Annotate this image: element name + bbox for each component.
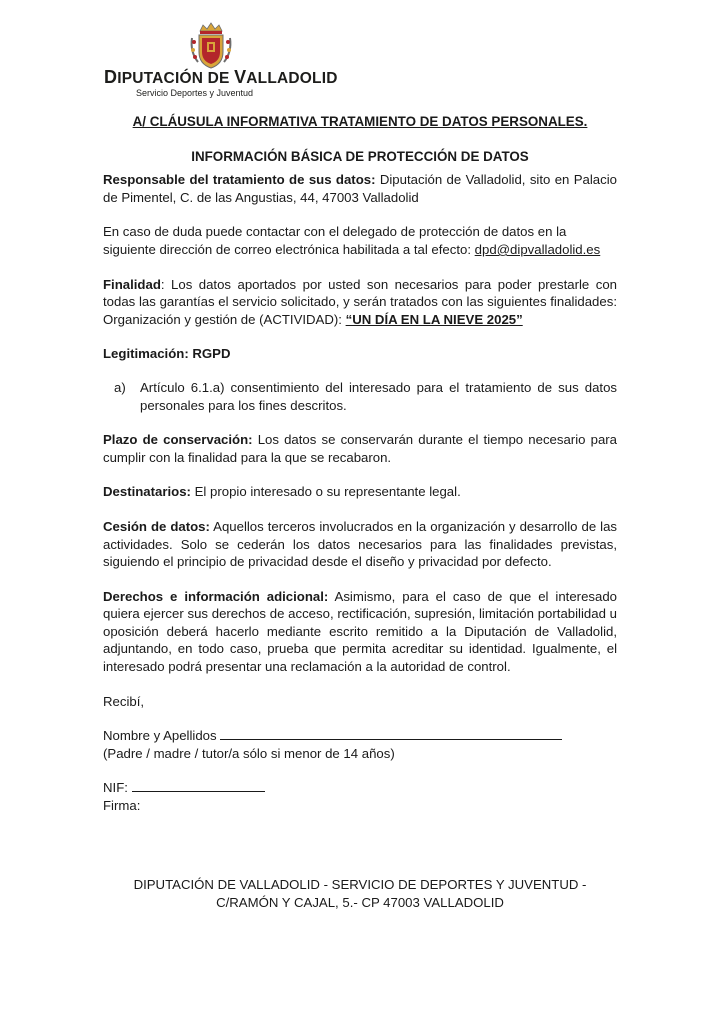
derechos-paragraph: Derechos e información adicional: Asimismo, para el caso de que el interesado quiera ejercer sus derechos de acceso, rectificación, supresión, limitación portabilidad u oposición deberá hacerlo mediante escrito remitido a la Diputación de Valladolid, adjuntando, en todo caso, prueba que permita acreditar su identidad. Igualmente, el interesado podrá presentar una reclamación a la autoridad de control. [103, 588, 618, 675]
nif-row: NIF: [103, 779, 617, 797]
cesion-paragraph: Cesión de datos: Aquellos terceros involucrados en la organización y desarrollo de las actividades. Solo se cederán los datos necesarios para las finalidades previstas, siguiendo el principio de privacidad desde el diseño y privacidad por defecto. [103, 518, 617, 570]
organization-service: Servicio Deportes y Juventud [136, 88, 254, 98]
plazo-paragraph: Plazo de conservación: Los datos se conservarán durante el tiempo necesario para cumplir con la finalidad para la que se recabaron. [103, 432, 617, 465]
dpd-email-link[interactable]: dpd@dipvalladolid.es [474, 241, 601, 257]
contacto-paragraph: En caso de duda puede contactar con el delegado de protección de datos en la siguiente dirección de correo electrónica habilitada a tal efecto: dpd@dipvalladolid.es [103, 224, 601, 257]
activity-name: “UN DÍA EN LA NIEVE 2025” [345, 311, 523, 327]
legitimacion-heading: Legitimación: RGPD [103, 346, 231, 362]
page-footer [110, 876, 610, 912]
header-logo [104, 22, 338, 100]
document-subtitle: INFORMACIÓN BÁSICA DE PROTECCIÓN DE DATOS [191, 148, 529, 164]
responsable-paragraph: Responsable del tratamiento de sus datos: Diputación de Valladolid, sito en Palacio de Pimentel, C. de las Angustias, 44, 47003 Valladolid [103, 172, 617, 205]
footer-line-1: DIPUTACIÓN DE VALLADOLID - SERVICIO DE DEPORTES Y JUVENTUD - [133, 877, 587, 892]
document-title: A/ CLÁUSULA INFORMATIVA TRATAMIENTO DE DATOS PERSONALES. [132, 114, 588, 129]
nif-line[interactable] [132, 780, 265, 792]
nombre-signature-line[interactable] [220, 728, 562, 740]
destinatarios-paragraph: Destinatarios: El propio interesado o su representante legal. [103, 484, 461, 500]
finalidad-paragraph: Finalidad: Los datos aportados por usted son necesarios para poder prestarle con todas las garantías el servicio solicitado, y serán tratados con las siguientes finalidades: Organización y gestión de (ACTIVIDAD): “UN DÍA EN LA NIEVE 2025” [103, 276, 617, 327]
organization-name: DIPUTACIÓN DE VALLADOLID [104, 67, 338, 87]
legitimacion-item [114, 379, 617, 414]
coat-of-arms-icon [188, 22, 234, 70]
document-body [103, 113, 617, 815]
footer-line-2: C/RAMÓN Y CAJAL, 5.- CP 47003 VALLADOLID [216, 895, 504, 910]
list-item-text: Artículo 6.1.a) consentimiento del interesado para el tratamiento de sus datos personales para los fines descritos. [140, 379, 617, 413]
firma-label: Firma: [103, 798, 141, 814]
list-marker: a) [114, 379, 126, 395]
nombre-row: Nombre y Apellidos [103, 727, 617, 745]
nombre-note: (Padre / madre / tutor/a sólo si menor de 14 años) [103, 745, 395, 761]
recibi-text: Recibí, [103, 693, 145, 709]
